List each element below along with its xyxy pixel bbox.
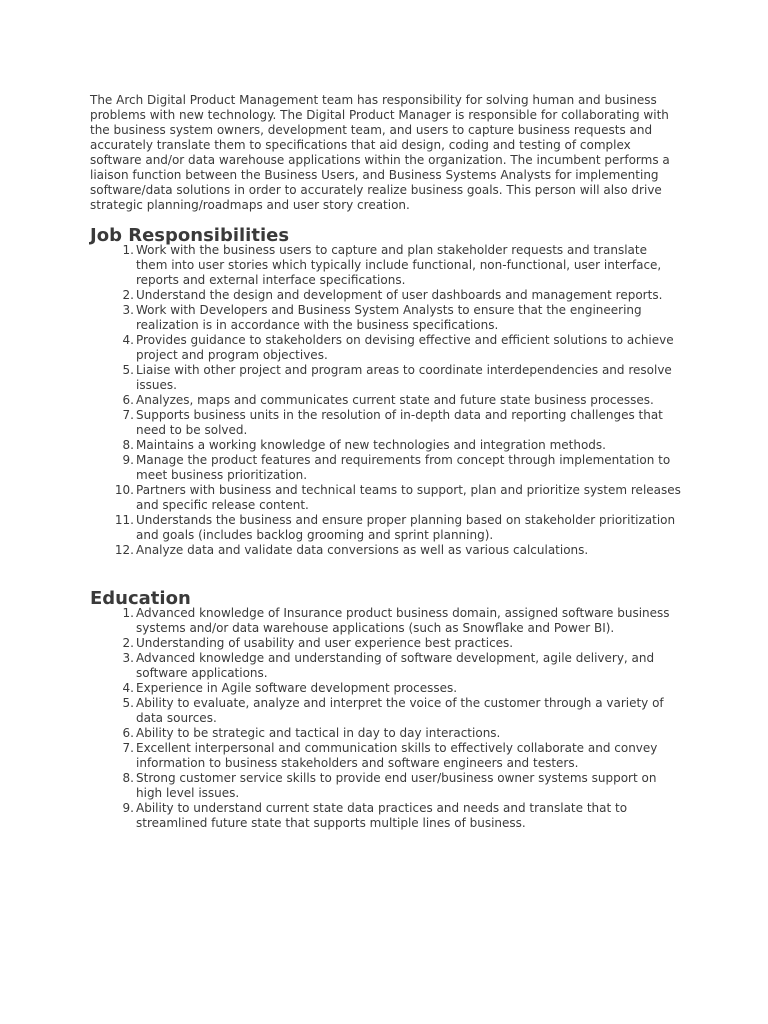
- item-number: 12 .: [90, 543, 134, 558]
- job-responsibilities-list: [90, 243, 682, 558]
- item-text: Excellent interpersonal and communication skills to effectively collaborate and convey information to business stakeholders and software engineers and testers.: [136, 741, 658, 770]
- item-text: Analyze data and validate data conversions as well as various calculations.: [136, 543, 589, 557]
- item-number: 1 .: [90, 243, 134, 258]
- item-number: 8 .: [90, 771, 134, 786]
- item-text: Understands the business and ensure proper planning based on stakeholder prioritization and goals (includes backlog grooming and sprint planning).: [136, 513, 676, 542]
- list-item: [90, 651, 682, 681]
- item-number: 7 .: [90, 741, 134, 756]
- item-number: 9 .: [90, 801, 134, 816]
- item-number: 3 .: [90, 651, 134, 666]
- list-item: [90, 696, 682, 726]
- item-number: 5 .: [90, 696, 134, 711]
- list-item: [90, 303, 682, 333]
- item-text: Advanced knowledge of Insurance product business domain, assigned software business systems and/or data warehouse applications (such as Snowflake and Power BI).: [136, 606, 670, 635]
- list-item: [90, 438, 682, 453]
- item-text: Work with Developers and Business System Analysts to ensure that the engineering realization is in accordance with the business specifications.: [136, 303, 642, 332]
- job-responsibilities-heading: Job Responsibilities: [90, 225, 290, 246]
- list-item: [90, 681, 682, 696]
- item-text: Partners with business and technical teams to support, plan and prioritize system releases and specific release content.: [136, 483, 681, 512]
- list-item: [90, 393, 682, 408]
- item-text: Manage the product features and requirements from concept through implementation to meet business prioritization.: [136, 453, 671, 482]
- list-item: [90, 801, 682, 831]
- item-number: 11 .: [90, 513, 134, 528]
- list-item: [90, 741, 682, 771]
- item-number: 5 .: [90, 363, 134, 378]
- list-item: [90, 363, 682, 393]
- item-text: Experience in Agile software development processes.: [136, 681, 458, 695]
- item-number: 9 .: [90, 453, 134, 468]
- list-item: [90, 513, 682, 543]
- list-item: [90, 453, 682, 483]
- list-item: [90, 483, 682, 513]
- item-text: Understand the design and development of user dashboards and management reports.: [136, 288, 663, 302]
- item-text: Strong customer service skills to provide end user/business owner systems support on high level issues.: [136, 771, 657, 800]
- item-text: Provides guidance to stakeholders on devising effective and efficient solutions to achieve project and program objectives.: [136, 333, 674, 362]
- item-number: 3 .: [90, 303, 134, 318]
- item-number: 7 .: [90, 408, 134, 423]
- item-text: Work with the business users to capture and plan stakeholder requests and translate them into user stories which typically include functional, non-functional, user interface, reports and external interface specifications.: [136, 243, 662, 287]
- item-number: 6 .: [90, 726, 134, 741]
- item-text: Advanced knowledge and understanding of software development, agile delivery, and software applications.: [136, 651, 655, 680]
- item-number: 1 .: [90, 606, 134, 621]
- item-text: Ability to be strategic and tactical in day to day interactions.: [136, 726, 501, 740]
- item-number: 8 .: [90, 438, 134, 453]
- item-number: 2 .: [90, 636, 134, 651]
- item-number: 4 .: [90, 333, 134, 348]
- item-text: Maintains a working knowledge of new technologies and integration methods.: [136, 438, 606, 452]
- list-item: [90, 606, 682, 636]
- item-text: Supports business units in the resolution of in-depth data and reporting challenges that need to be solved.: [136, 408, 663, 437]
- item-text: Analyzes, maps and communicates current state and future state business processes.: [136, 393, 654, 407]
- intro-paragraph: The Arch Digital Product Management team has responsibility for solving human and business problems with new technology. The Digital Product Manager is responsible for collaborating with the business system owners, development team, and users to capture business requests and accurately translate them to specifications that aid design, coding and testing of complex software and/or data warehouse applications within the organization. The incumbent performs a liaison function between the Business Users, and Business Systems Analysts for implementing software/data solutions in order to accurately realize business goals. This person will also drive strategic planning/roadmaps and user story creation.: [90, 93, 670, 212]
- item-number: 4 .: [90, 681, 134, 696]
- list-item: [90, 543, 682, 558]
- list-item: [90, 726, 682, 741]
- list-item: [90, 636, 682, 651]
- list-item: [90, 771, 682, 801]
- education-heading: Education: [90, 588, 191, 609]
- item-text: Ability to understand current state data practices and needs and translate that to streamlined future state that supports multiple lines of business.: [136, 801, 628, 830]
- item-number: 10 .: [90, 483, 134, 498]
- document-page: [90, 93, 682, 831]
- list-item: [90, 408, 682, 438]
- list-item: [90, 333, 682, 363]
- list-item: [90, 288, 682, 303]
- education-list: [90, 606, 682, 831]
- item-number: 2 .: [90, 288, 134, 303]
- item-text: Understanding of usability and user experience best practices.: [136, 636, 514, 650]
- list-item: [90, 243, 682, 288]
- item-text: Ability to evaluate, analyze and interpret the voice of the customer through a variety of data sources.: [136, 696, 664, 725]
- item-text: Liaise with other project and program areas to coordinate interdependencies and resolve issues.: [136, 363, 672, 392]
- item-number: 6 .: [90, 393, 134, 408]
